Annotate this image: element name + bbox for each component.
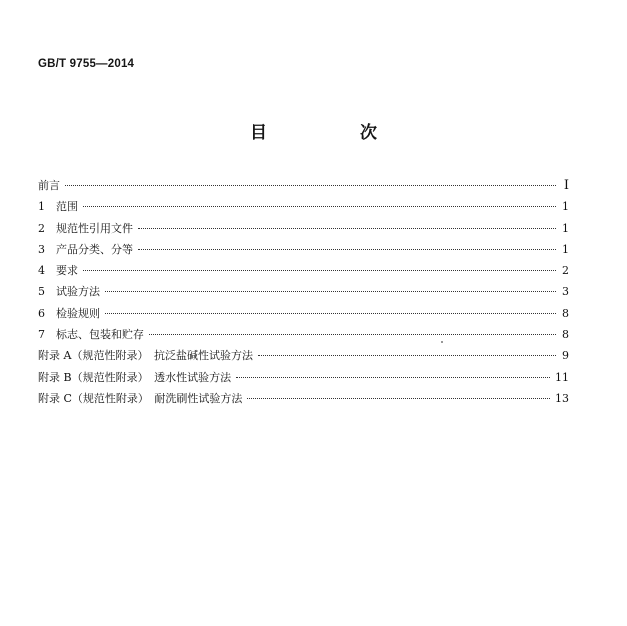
toc-entry-number: 7	[38, 328, 45, 342]
toc-entry-label: 附录 C（规范性附录） 耐洗刷性试验方法	[38, 391, 243, 405]
toc-entry-page: 3	[562, 285, 569, 299]
toc-entry-inspection-rules[interactable]	[38, 303, 569, 324]
toc-entry-label: 范围	[56, 200, 78, 214]
toc-entry-label: 规范性引用文件	[56, 221, 133, 235]
toc-entry-number: 4	[38, 264, 45, 278]
toc-entry-number: 5	[38, 285, 45, 299]
toc-entry-page: 11	[555, 370, 569, 384]
toc-entry-annex-c[interactable]	[38, 388, 569, 409]
dot-leader	[65, 184, 556, 186]
toc-entry-page: 1	[562, 221, 569, 235]
dot-leader	[138, 248, 556, 250]
dot-leader	[105, 312, 556, 314]
table-of-contents	[38, 175, 569, 409]
toc-entry-page: 13	[555, 391, 569, 405]
standard-code: GB/T 9755—2014	[38, 58, 135, 70]
toc-entry-normative-references[interactable]	[38, 218, 569, 239]
toc-entry-test-methods[interactable]	[38, 281, 569, 302]
dot-leader	[83, 269, 556, 271]
toc-entry-page: 8	[562, 328, 569, 342]
toc-entry-foreword[interactable]	[38, 175, 569, 196]
toc-entry-page: 9	[562, 349, 569, 363]
dot-leader	[149, 333, 556, 335]
dot-leader	[105, 290, 556, 292]
toc-entry-label: 试验方法	[56, 285, 100, 299]
toc-entry-number: 2	[38, 221, 45, 235]
toc-entry-page: 1	[562, 200, 569, 214]
toc-entry-annex-a[interactable]	[38, 345, 569, 366]
scan-speck	[441, 341, 443, 343]
toc-entry-number: 3	[38, 242, 45, 256]
toc-entry-label: 要求	[56, 264, 78, 278]
toc-entry-label: 附录 B（规范性附录） 透水性试验方法	[38, 370, 232, 384]
toc-entry-page: 8	[562, 306, 569, 320]
page-title: 目 次	[250, 123, 415, 143]
toc-entry-requirements[interactable]	[38, 260, 569, 281]
toc-entry-page: Ⅰ	[563, 178, 569, 193]
dot-leader	[247, 397, 550, 399]
dot-leader	[258, 354, 556, 356]
toc-entry-label: 附录 A（规范性附录） 抗泛盐碱性试验方法	[38, 349, 253, 363]
toc-entry-number: 1	[38, 200, 45, 214]
toc-entry-label: 检验规则	[56, 306, 100, 320]
toc-entry-classification[interactable]	[38, 239, 569, 260]
toc-entry-label: 标志、包装和贮存	[56, 328, 144, 342]
toc-entry-page: 2	[562, 264, 569, 278]
dot-leader	[236, 376, 550, 378]
toc-entry-scope[interactable]	[38, 196, 569, 217]
toc-entry-marking-packaging-storage[interactable]	[38, 324, 569, 345]
dot-leader	[138, 227, 556, 229]
dot-leader	[83, 205, 556, 207]
toc-entry-label: 前言	[38, 179, 60, 192]
toc-entry-number: 6	[38, 306, 45, 320]
toc-entry-annex-b[interactable]	[38, 367, 569, 388]
toc-entry-page: 1	[562, 242, 569, 256]
toc-entry-label: 产品分类、分等	[56, 242, 133, 256]
